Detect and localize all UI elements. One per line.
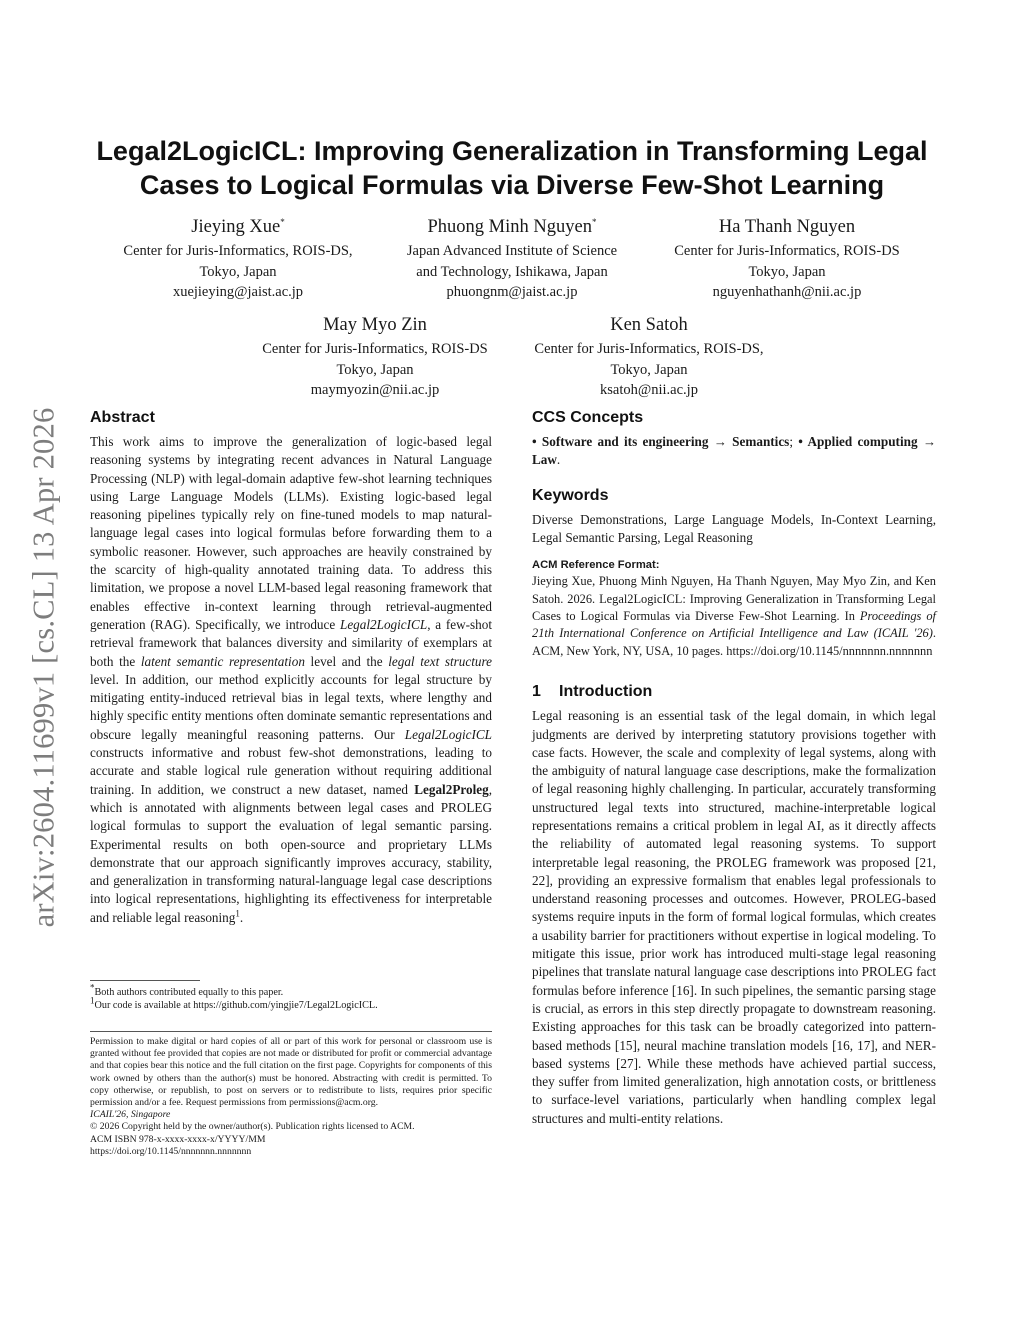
author-email: phuongnm@jaist.ac.jp: [446, 284, 578, 300]
keywords-text: Diverse Demonstrations, Large Language Models, In-Context Learning, Legal Semantic Parsing, Legal Reasoning: [532, 511, 936, 545]
author-block: [627, 215, 947, 303]
author-affiliation: Center for Juris-Informatics, ROIS-DS,: [534, 341, 764, 357]
doi-link[interactable]: https://doi.org/10.1145/nnnnnnn.nnnnnnn: [90, 1145, 252, 1157]
author-block: [489, 313, 809, 401]
title-line-2: Cases to Logical Formulas via Diverse Few-Shot Learning: [139, 170, 885, 200]
author-location: and Technology, Ishikawa, Japan: [416, 263, 608, 280]
arxiv-stamp: [20, 375, 68, 960]
permission-text: Permission to make digital or hard copies of all or part of this work for personal or classroom use is granted without fee provided that copies are not made or distributed for profit or commercial advantage and that copies bear this notice and the full citation on the first page. Copyrights for components of this work owned by others than the author(s) must be honored. Abstracting with credit is permitted. To copy otherwise, or republish, to post on servers or to redistribute to lists, requires prior specific permission and/or a fee. Request permissions from permissions@acm.org.: [90, 1036, 492, 1109]
author-name: Ken Satoh: [610, 315, 688, 335]
right-column: [532, 406, 936, 1128]
author-location: Tokyo, Japan: [336, 361, 414, 378]
footnotes: [90, 980, 492, 1012]
author-block: [78, 215, 398, 303]
equal-contrib-mark: *: [280, 216, 285, 227]
author-email: ksatoh@nii.ac.jp: [600, 382, 698, 398]
author-location: Tokyo, Japan: [748, 263, 826, 280]
author-email: nguyenhathanh@nii.ac.jp: [712, 284, 862, 300]
author-name: Phuong Minh Nguyen*: [427, 216, 597, 237]
isbn: ACM ISBN 978-x-xxxx-xxxx-x/YYYY/MM: [90, 1133, 266, 1145]
footnote-equal-contribution: *Both authors contributed equally to this paper.: [90, 982, 284, 998]
equal-contrib-mark: *: [591, 216, 597, 227]
footnote-rule: [90, 980, 200, 981]
copyright: © 2026 Copyright held by the owner/author(s). Publication rights licensed to ACM.: [90, 1121, 415, 1133]
author-affiliation: Center for Juris-Informatics, ROIS-DS,: [123, 243, 353, 259]
author-affiliation: Center for Juris-Informatics, ROIS-DS: [262, 341, 488, 357]
author-name: May Myo Zin: [323, 315, 427, 335]
author-email: maymyozin@nii.ac.jp: [310, 382, 440, 398]
left-column: [90, 406, 492, 927]
author-location: Tokyo, Japan: [199, 263, 277, 280]
intro-heading: 1 Introduction: [532, 683, 653, 701]
ccs-concepts: • Software and its engineering → Semantics; • Applied computing → Law.: [532, 434, 937, 468]
author-location: Tokyo, Japan: [610, 361, 688, 378]
arxiv-stamp-text: arXiv:2604.11699v1 [cs.CL] 13 Apr 2026: [26, 407, 61, 928]
acm-ref-label: ACM Reference Format:: [532, 559, 660, 572]
author-name: Jieying Xue*: [191, 216, 285, 237]
venue: ICAIL'26, Singapore: [90, 1109, 171, 1121]
paper-title: [60, 134, 964, 202]
abstract-heading: Abstract: [90, 409, 155, 426]
footnote-code: $^1$Our code is available at https://github.com/yingjie7/Legal2LogicICL.: [90, 995, 378, 1011]
author-block: [215, 313, 535, 401]
footnote-ref: 1: [235, 908, 240, 919]
author-block: [352, 215, 672, 303]
intro-text: Legal reasoning is an essential task of the legal domain, in which legal judgments are derived by interpreting statutory provisions together with case facts. However, the scale and complexity of legal systems, along with the ambiguity of natural language case descriptions, make the formalization of legal reasoning highly challenging. In particular, accurately transforming unstructured legal texts into structured, machine-interpretable logical representations remains a critical problem in legal AI, as it directly affects the reliability of automated legal reasoning systems. To support interpretable legal reasoning, the PROLEG framework was proposed [21, 22], providing an expressive formalism that enables legal professionals to understand reasoning processes and outcomes. However, PROLEG-based systems require inputs in the form of formal logical formulas, which creates a usability barrier for practitioners without expertise in logical modeling. To mitigate this issue, prior work has introduced multi-stage legal reasoning pipelines that translate natural language case descriptions into PROLEG fact formulas before inference [16]. In such pipelines, the semantic parsing stage is crucial, as errors in this step directly propagate to downstream reasoning. Existing approaches for this task can be broadly categorized into pattern-based methods [15], neural machine translation models [16, 17], and NER-based systems [27]. While these methods have achieved partial success, they suffer from limited generalization, high annotation costs, or brittleness to surface-level variations, particularly when handling complex legal structures and multi-entity relations.: [532, 708, 936, 1126]
acm-ref-text: Jieying Xue, Phuong Minh Nguyen, Ha Thanh Nguyen, May Myo Zin, and Ken Satoh. 2026. Legal2LogicICL: Improving Generalization in Transforming Legal Cases to Logical Formulas via Diverse Few-Shot Learning. In Proceedings of 21th International Conference on Artificial Intelligence and Law (ICAIL '26). ACM, New York, NY, USA, 10 pages. https://doi.org/10.1145/nnnnnnn.nnnnnnn: [532, 574, 936, 658]
permission-rule: [90, 1031, 492, 1032]
author-affiliation: Japan Advanced Institute of Science: [406, 243, 618, 259]
ccs-heading: CCS Concepts: [532, 409, 644, 426]
title-line-1: Legal2LogicICL: Improving Generalization in Transforming Legal: [96, 136, 928, 166]
author-name: Ha Thanh Nguyen: [718, 217, 856, 237]
author-affiliation: Center for Juris-Informatics, ROIS-DS: [674, 243, 900, 259]
author-email: xuejieying@jaist.ac.jp: [172, 284, 304, 300]
keywords-heading: Keywords: [532, 486, 609, 504]
abstract-text: This work aims to improve the generalization of logic-based legal reasoning systems by integrating recent advances in Natural Language Processing (NLP) with legal-domain adaptive few-shot learning techniques using Large Language Models (LLMs). Existing logic-based legal reasoning pipelines typically rely on fine-tuned models to map natural-language legal cases into logical formulas before forwarding them to a symbolic reasoner. However, such approaches are heavily constrained by the scarcity of high-quality annotated training data. To address this limitation, we propose a novel LLM-based legal reasoning framework that enables effective in-context learning through retrieval-augmented generation (RAG). Specifically, we introduce Legal2LogicICL, a few-shot retrieval framework that balances diversity and similarity of exemplars at both the latent semantic representation level and the legal text structure level. In addition, our method explicitly accounts for legal structure by mitigating entity-induced retrieval bias in legal texts, where lengthy and highly specific entity mentions often dominate semantic representations and obscure legally meaningful reasoning patterns. Our Legal2LogicICL constructs informative and robust few-shot demonstrations, leading to accurate and stable logical rule generation without requiring additional training. In addition, we construct a new dataset, named Legal2Proleg, which is annotated with alignments between legal cases and PROLEG logical formulas to support the evaluation of legal semantic parsing. Experimental results on both open-source and proprietary LLMs demonstrate that our approach significantly improves accuracy, stability, and generalization in transforming natural-language legal case descriptions into logical representations, highlighting its effectiveness for interpretable and reliable legal reasoning$^1$.: [90, 434, 493, 925]
permission-block: [90, 1031, 492, 1158]
